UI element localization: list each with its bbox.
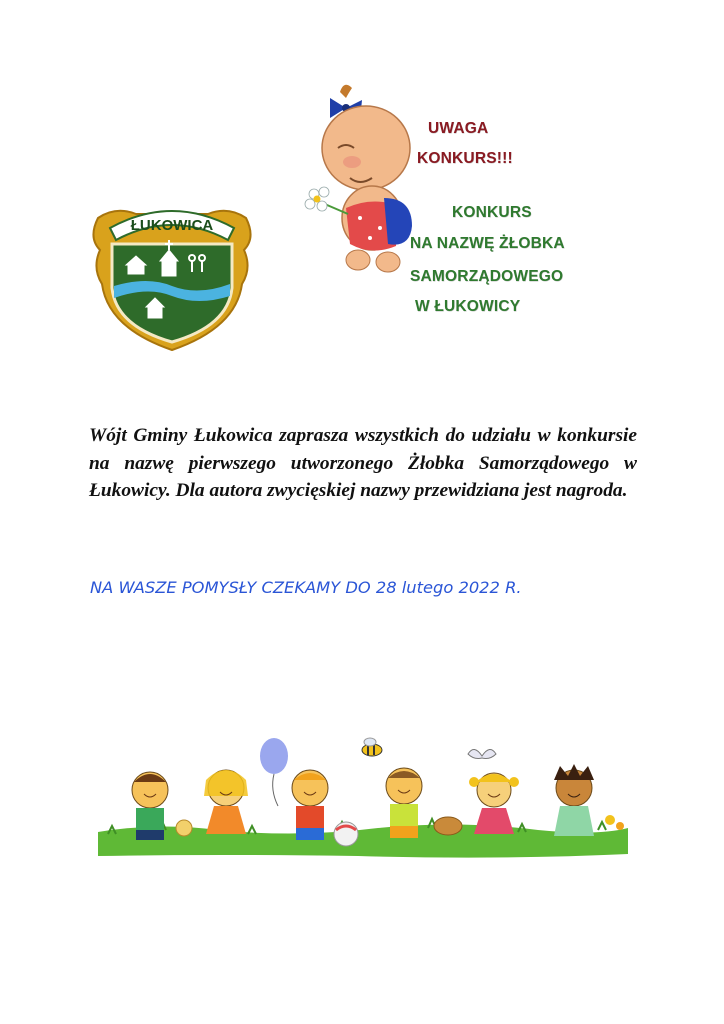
lukowica-coat-of-arms	[88, 188, 256, 354]
konkurs-heading: KONKURS	[452, 204, 532, 221]
children-illustration	[98, 730, 628, 860]
konkurs-alert-heading: KONKURS!!!	[417, 150, 513, 167]
uwaga-heading: UWAGA	[428, 120, 489, 137]
invitation-paragraph: Wójt Gminy Łukowica zaprasza wszystkich do udziału w konkursie na nazwę pierwszego utworzonego Żłobka Samorządowego w Łukowicy. Dla autora zwycięskiej nazwy przewidziana jest nagroda.	[89, 425, 637, 501]
deadline-notice: NA WASZE POMYSŁY CZEKAMY DO 28 lutego 2022 R.	[90, 578, 522, 597]
contest-title-line-2: NA NAZWĘ ŻŁOBKA	[410, 235, 565, 252]
baby-illustration	[300, 78, 420, 278]
contest-title-line-4: W ŁUKOWICY	[415, 298, 521, 315]
crest-banner-text: ŁUKOWICA	[130, 217, 214, 234]
contest-title-line-3: SAMORZĄDOWEGO	[410, 268, 564, 285]
